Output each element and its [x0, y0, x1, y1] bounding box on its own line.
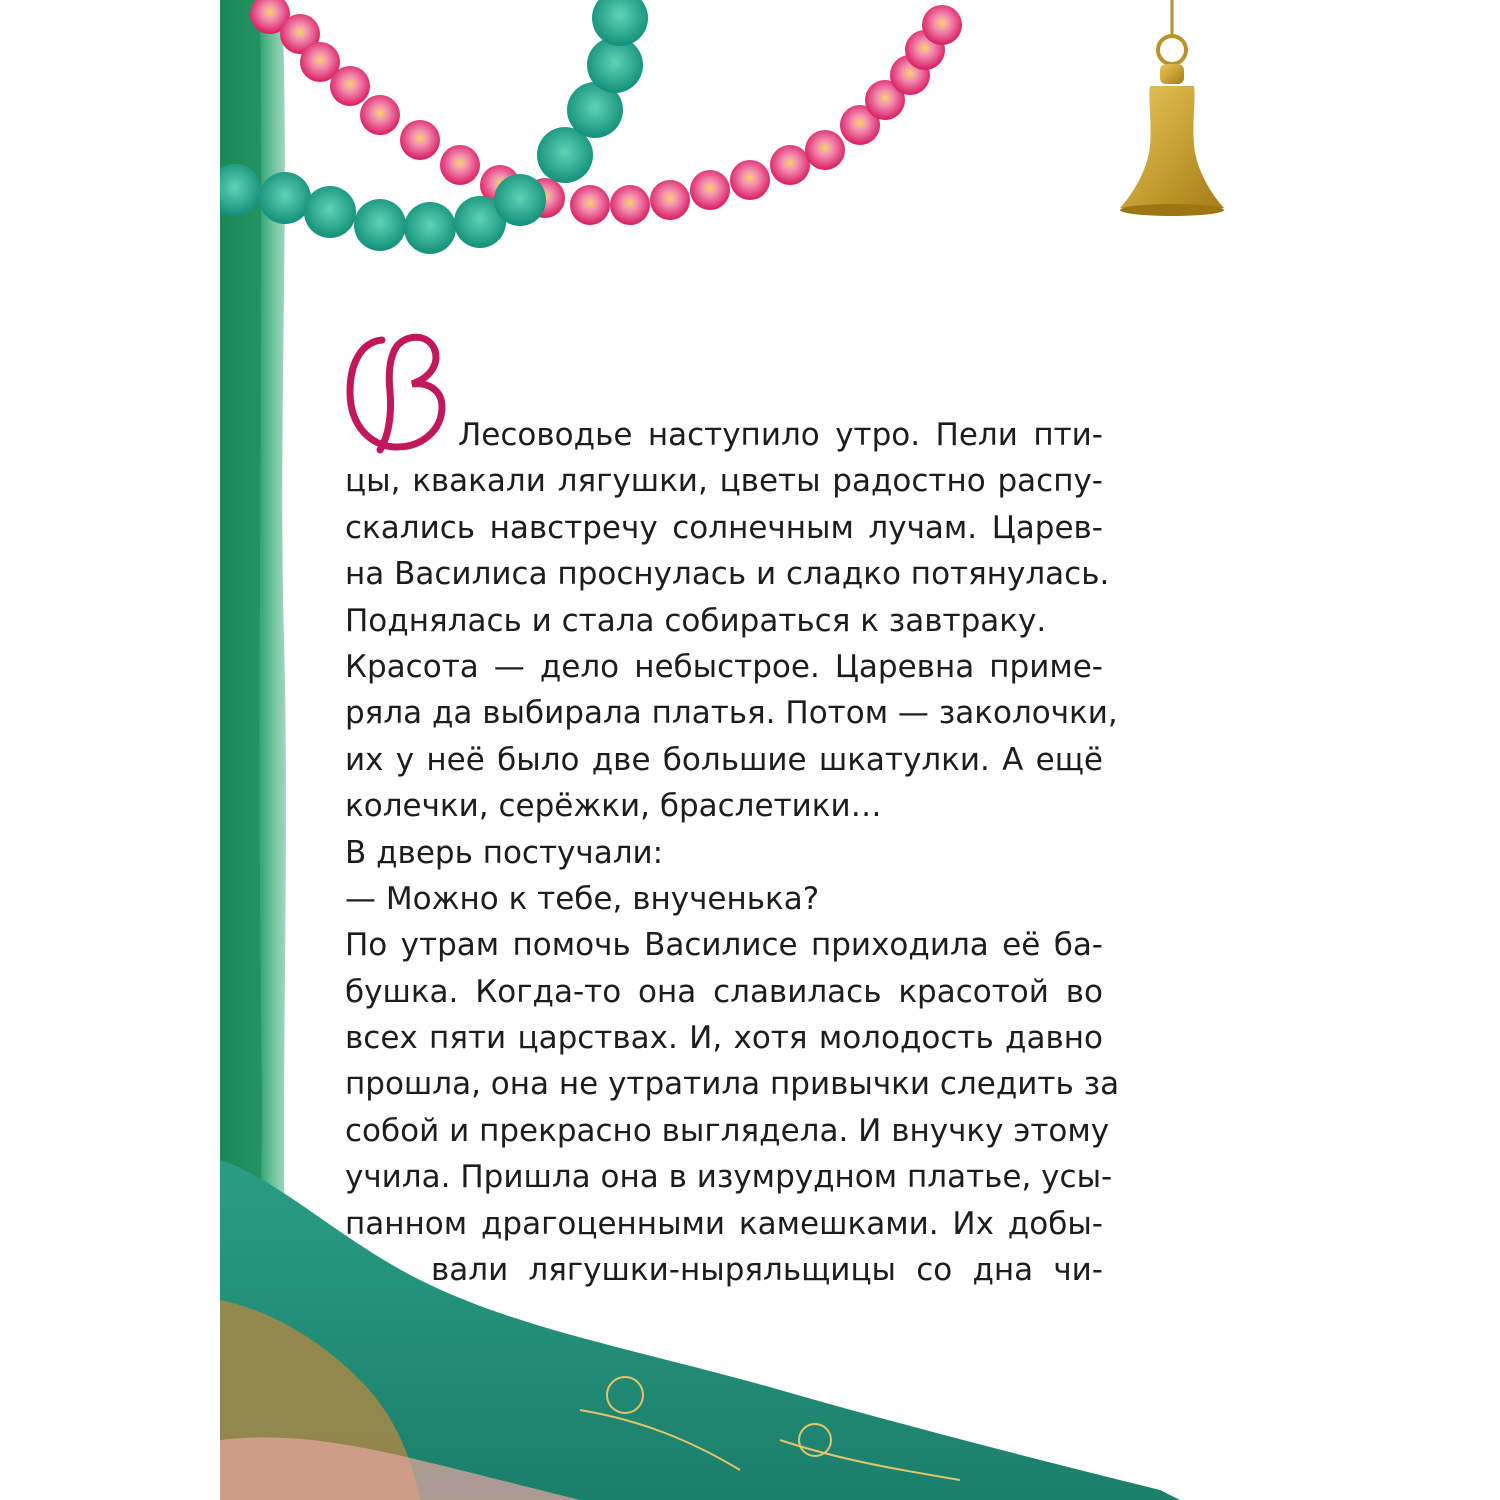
text-line: скались навстречу солнечным лучам. Царев- [345, 509, 1103, 546]
text-line: Поднялась и стала собираться к завтраку. [345, 602, 1047, 639]
text-line: вали лягушки-ныряльщицы со дна чи- [431, 1252, 1103, 1289]
text-line: колечки, серёжки, браслетики… [345, 788, 882, 825]
text-line: учила. Пришла она в изумрудном платье, усы- [345, 1159, 1113, 1196]
book-page [220, 0, 1280, 1500]
golden-bell [1120, 0, 1224, 216]
text-line: — Можно к тебе, внученька? [345, 880, 820, 917]
text-line: бушка. Когда-то она славилась красотой во [345, 973, 1103, 1010]
text-line: собой и прекрасно выглядела. И внучку этому [345, 1112, 1110, 1149]
text-line: Лесоводье наступило утро. Пели пти- [458, 417, 1103, 453]
text-line: прошла, она не утратила привычки следить за [345, 1066, 1120, 1103]
text-line: Красота — дело небыстрое. Царевна приме- [345, 648, 1103, 685]
text-line: цы, квакали лягушки, цветы радостно распу- [345, 463, 1103, 500]
text-line: ряла да выбирала платья. Потом — заколочки, [345, 695, 1118, 732]
body-text [345, 412, 1120, 1293]
text-line: панном драгоценными камешками. Их добы- [345, 1205, 1103, 1242]
text-line: их у неё было две большие шкатулки. А ещё [345, 741, 1103, 778]
text-line: всех пяти царствах. И, хотя молодость давно [345, 1020, 1103, 1057]
text-line: По утрам помочь Василисе приходила её ба- [345, 927, 1103, 964]
text-line: на Василиса проснулась и сладко потянулась. [345, 556, 1110, 593]
text-line: В дверь постучали: [345, 834, 664, 871]
svg-text:В: В [390, 402, 402, 418]
